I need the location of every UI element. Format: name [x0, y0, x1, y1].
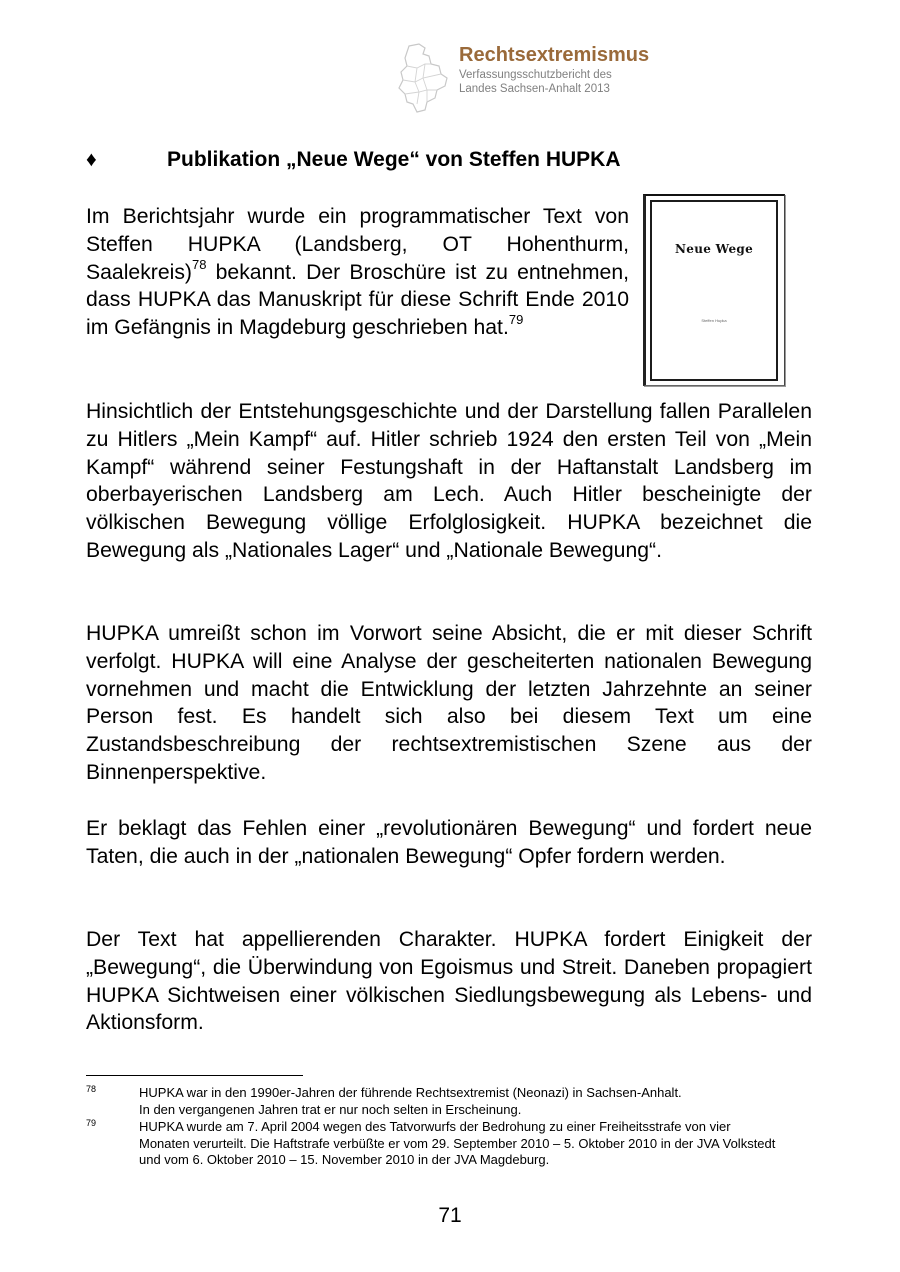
footnote-ref-79[interactable]: 79: [508, 312, 524, 328]
footnote-78-number: 78: [86, 1084, 97, 1094]
book-cover-title: Neue Wege: [675, 242, 753, 256]
paragraph-3: HUPKA umreißt schon im Vorwort seine Absicht, die er mit dieser Schrift verfolgt. HUPKA will eine Analyse der gescheiterten nationalen Bewegung vornehmen und macht die Entwicklung der letzten Jahrzehnte an seiner Person fest. Es handelt sich also bei diesem Text um eine Zustandsbeschreibung der rechtsextremistischen Szene aus der Binnenperspektive.: [86, 622, 812, 784]
paragraph-1-text-a: Im Berichtsjahr wurde ein programmatischer Text von Steffen HUPKA (Landsberg, OT Hohenthurm, Saalekreis): [86, 205, 629, 284]
header-subtitle-line1: Verfassungsschutzbericht des: [459, 69, 612, 81]
page-number: 71: [438, 1204, 462, 1227]
section-title: Publikation „Neue Wege“ von Steffen HUPKA: [167, 148, 621, 171]
book-cover-author: Steffen Hupka: [701, 318, 727, 323]
paragraph-1: [86, 203, 629, 342]
paragraph-2: Hinsichtlich der Entstehungsgeschichte und der Darstellung fallen Parallelen zu Hitlers „Mein Kampf“ auf. Hitler schrieb 1924 den ersten Teil von „Mein Kampf“ während seiner Festungshaft in der Haftanstalt Landsberg im oberbayerischen Landsberg am Lech. Auch Hitler bescheinigte der völkischen Bewegung völlige Erfolglosigkeit. HUPKA bezeichnet die Bewegung als „Nationales Lager“ und „Nationale Bewegung“.: [86, 400, 812, 562]
footnote-79-number: 79: [86, 1118, 97, 1128]
footnote-ref-78[interactable]: 78: [191, 256, 207, 272]
book-cover-image: [643, 194, 785, 386]
paragraph-5: Der Text hat appellierenden Charakter. HUPKA fordert Einigkeit der „Bewegung“, die Überwindung von Egoismus und Streit. Daneben propagiert HUPKA Sichtweisen einer völkischen Siedlungsbewegung als Lebens- und Aktionsform.: [86, 928, 812, 1035]
footnote-78-line2: In den vergangenen Jahren trat er nur noch selten in Erscheinung.: [139, 1101, 522, 1117]
footnote-79: [86, 1119, 776, 1169]
footnote-79-text: HUPKA wurde am 7. April 2004 wegen des Tatvorwurfs der Bedrohung zu einer Freiheitsstrafe von vier Monaten verurteilt. Die Haftstrafe verbüßte er vom 29. September 2010 – 5. Oktober 2010 in der JVA Volkstedt und vom 6. Oktober 2010 – 15. November 2010 in der JVA Magdeburg.: [139, 1119, 776, 1167]
header-subtitle-line2: Landes Sachsen-Anhalt 2013: [459, 83, 610, 95]
paragraph-1-text-b: bekannt. Der Broschüre ist zu entnehmen, dass HUPKA das Manuskript für diese Schrift Ende 2010 im Gefängnis in Magdeburg geschrieben hat.: [86, 260, 629, 340]
diamond-bullet-icon: ♦: [86, 148, 97, 171]
sachsen-anhalt-map-icon: [395, 42, 457, 114]
header-title: Rechtsextremismus: [459, 44, 650, 66]
footnote-separator: [86, 1075, 303, 1076]
footnote-78-line1: HUPKA war in den 1990er-Jahren der führende Rechtsextremist (Neonazi) in Sachsen-Anhalt.: [139, 1085, 682, 1100]
paragraph-4: Er beklagt das Fehlen einer „revolutionären Bewegung“ und fordert neue Taten, die auch in der „nationalen Bewegung“ Opfer fordern werden.: [86, 817, 812, 868]
section-heading: [86, 148, 621, 172]
footnote-78: [86, 1085, 776, 1118]
page-header: [395, 42, 715, 117]
book-cover-frame: [650, 200, 778, 381]
